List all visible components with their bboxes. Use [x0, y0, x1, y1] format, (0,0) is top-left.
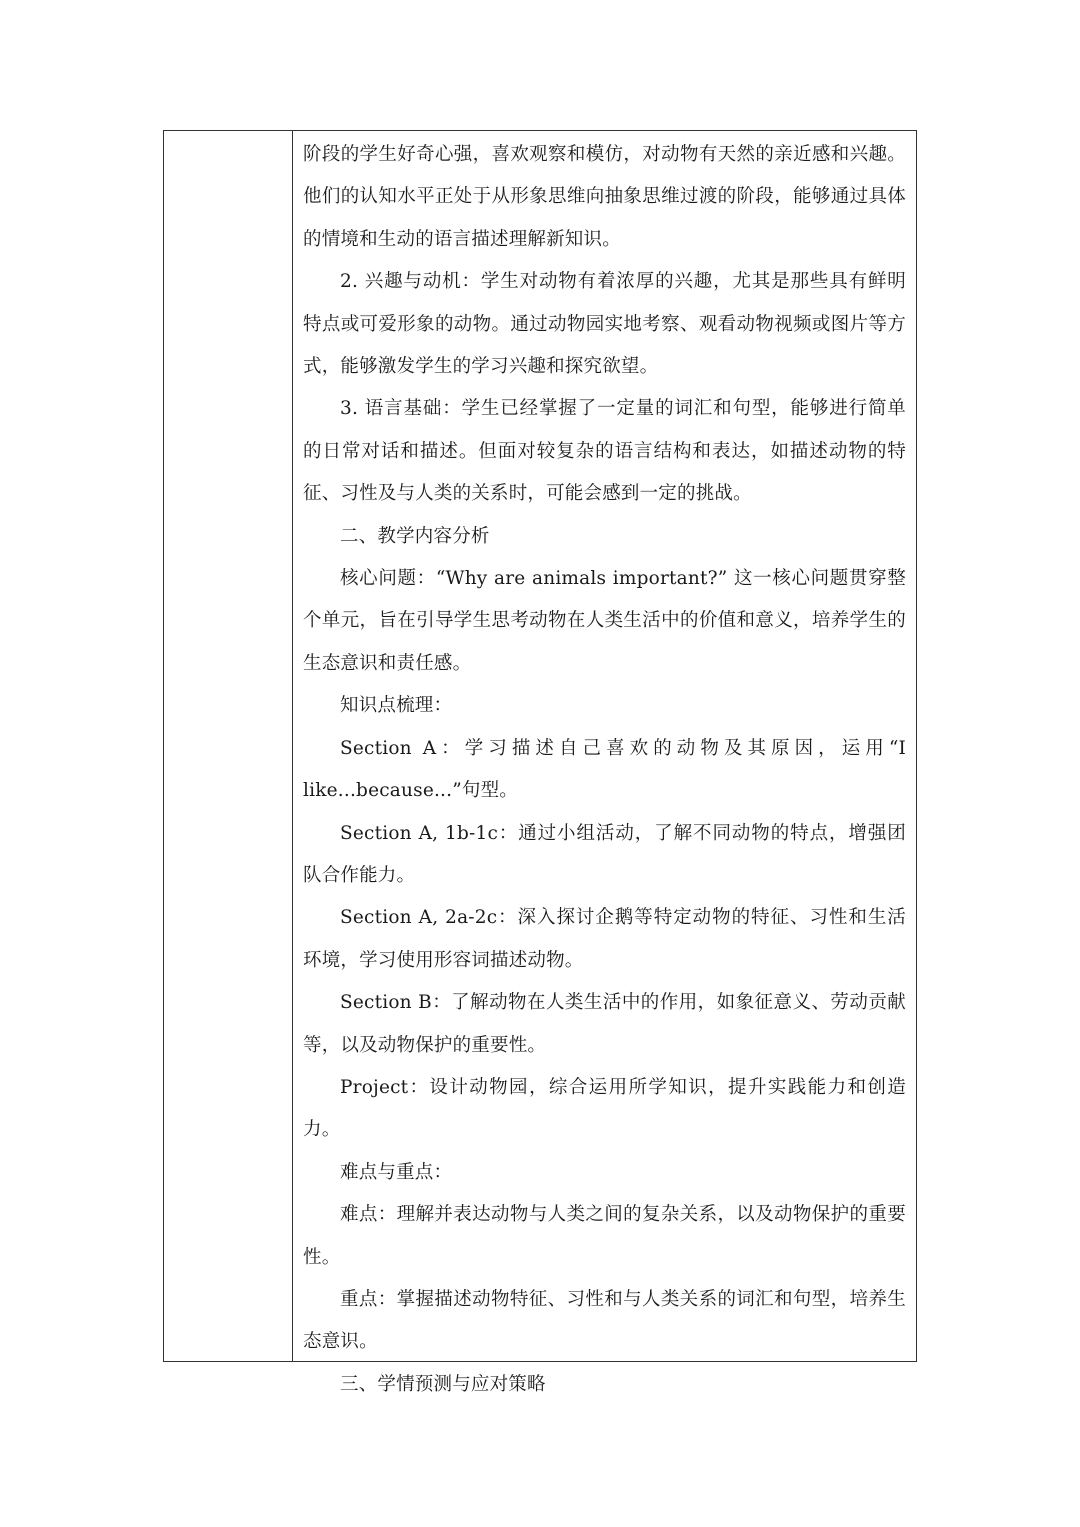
table-content-cell	[293, 131, 916, 1395]
paragraph-focus: 重点：掌握描述动物特征、习性和与人类关系的词汇和句型，培养生态意识。	[303, 1288, 906, 1353]
paragraph-section-a: Section A：学习描述自己喜欢的动物及其原因，运用“I like...because...”句型。	[303, 737, 906, 802]
paragraph-section-a-2a-2c: Section A, 2a-2c：深入探讨企鹅等特定动物的特征、习性和生活环境，学习使用形容词描述动物。	[303, 907, 906, 971]
paragraph-difficulty: 难点：理解并表达动物与人类之间的复杂关系，以及动物保护的重要性。	[303, 1204, 906, 1268]
document-table	[163, 130, 917, 1395]
heading-learning-prediction: 三、学情预测与应对策略	[340, 1373, 546, 1395]
heading-content-analysis: 二、教学内容分析	[340, 525, 490, 547]
paragraph-student-traits: 阶段的学生好奇心强，喜欢观察和模仿，对动物有天然的亲近感和兴趣。他们的认知水平正处于从形象思维向抽象思维过渡的阶段，能够通过具体的情境和生动的语言描述理解新知识。	[303, 144, 906, 250]
paragraph-language-foundation: 3. 语言基础：学生已经掌握了一定量的词汇和句型，能够进行简单的日常对话和描述。但面对较复杂的语言结构和表达，如描述动物的特征、习性及与人类的关系时，可能会感到一定的挑战。	[303, 398, 906, 505]
paragraph-knowledge-points-label: 知识点梳理：	[340, 695, 453, 717]
paragraph-section-b: Section B：了解动物在人类生活中的作用，如象征意义、劳动贡献等，以及动物保护的重要性。	[303, 992, 906, 1056]
paragraph-difficulty-focus-label: 难点与重点：	[340, 1161, 453, 1183]
table-left-cell	[164, 131, 293, 1361]
paragraph-interest-motivation: 2. 兴趣与动机：学生对动物有着浓厚的兴趣，尤其是那些具有鲜明特点或可爱形象的动物。通过动物园实地考察、观看动物视频或图片等方式，能够激发学生的学习兴趣和探究欲望。	[303, 271, 906, 378]
paragraph-core-question: 核心问题：“Why are animals important?” 这一核心问题贯穿整个单元，旨在引导学生思考动物在人类生活中的价值和意义，培养学生的生态意识和责任感。	[303, 568, 906, 674]
paragraph-project: Project：设计动物园，综合运用所学知识，提升实践能力和创造力。	[303, 1076, 906, 1141]
paragraph-section-a-1b-1c: Section A, 1b-1c：通过小组活动，了解不同动物的特点，增强团队合作能力。	[303, 822, 906, 886]
